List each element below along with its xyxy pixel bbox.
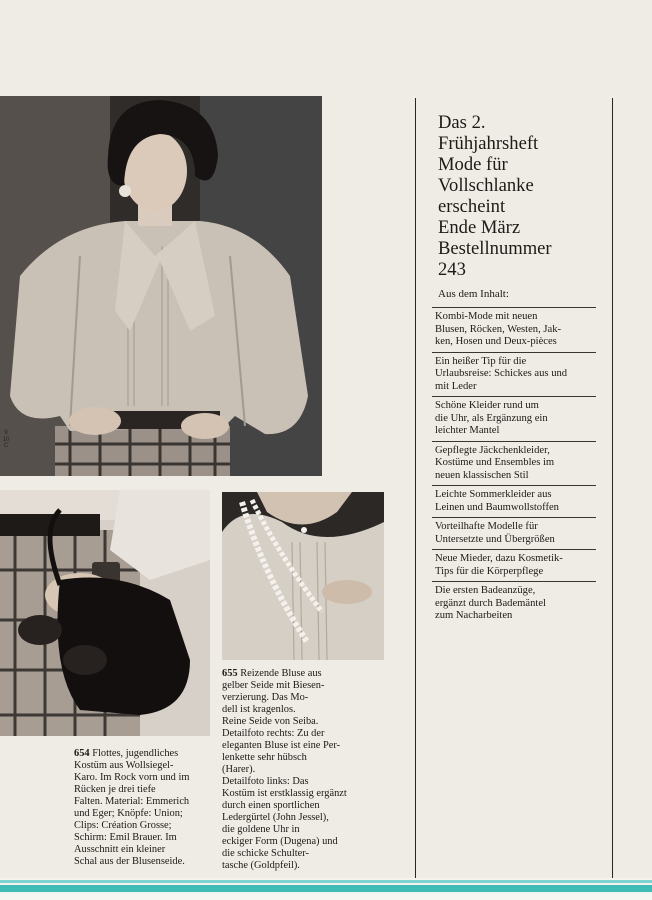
contents-item-line: Gepflegte Jäckchenkleider, (435, 444, 550, 456)
caption-line: Detailfoto links: Das (222, 776, 309, 787)
caption-line: Reizende Bluse aus (240, 668, 322, 679)
side-print-code (1, 430, 11, 450)
announcement-box (415, 98, 613, 898)
headline-line: Frühjahrsheft (438, 133, 539, 154)
contents-item (432, 517, 596, 549)
contents-item-line: Vorteilhafte Modelle für (435, 521, 538, 532)
contents-item-line: Die ersten Badeanzüge, (435, 585, 536, 596)
contents-item-line: Schöne Kleider rund um (435, 400, 539, 411)
stripe-band (0, 885, 652, 892)
contents-item-line: Tips für die Körperpflege (435, 565, 544, 577)
headline-line: Mode für (438, 154, 508, 175)
side-code-line: C (3, 443, 9, 449)
contents-item (432, 396, 596, 441)
contents-item-line: ken, Hosen und Deux-pièces (435, 336, 557, 347)
headline-line: erscheint (438, 196, 506, 217)
caption-line: Karo. Im Rock vorn und im (74, 772, 190, 783)
caption-line: Falten. Material: Emmerich (74, 796, 190, 807)
contents-item-line: Untersetzte und Übergrößen (435, 533, 555, 545)
caption-line: Ledergürtel (John Jessel), (222, 812, 329, 823)
stripe-band (0, 880, 652, 883)
contents-item (432, 485, 596, 517)
caption-line: dell ist kragenlos. (222, 704, 296, 715)
caption-654 (74, 748, 224, 868)
side-code-line: 9 (4, 430, 8, 436)
contents-item-line: mit Leder (435, 380, 477, 392)
caption-line: und Eger; Knöpfe: Union; (74, 808, 183, 819)
contents-item-line: Urlaubsreise: Schickes aus und (435, 368, 568, 379)
headline-line: Das 2. (438, 112, 486, 133)
headline-line: Bestellnummer (438, 238, 552, 259)
caption-655-number: 655 (222, 668, 238, 679)
caption-line: die schicke Schulter- (222, 848, 309, 859)
caption-line: durch einen sportlichen (222, 800, 320, 811)
contents-item (432, 549, 596, 581)
photo-woman-blouse (0, 96, 322, 476)
contents-item (432, 307, 596, 352)
caption-line: Schal aus der Blusenseide. (74, 856, 185, 867)
contents-item (432, 352, 596, 397)
contents-item-line: die Uhr, als Ergänzung ein (435, 412, 548, 424)
contents-item-line: Blusen, Röcken, Westen, Jak- (435, 323, 562, 335)
caption-line: Ausschnitt ein kleiner (74, 844, 166, 855)
headline-line: Vollschlanke (438, 175, 534, 196)
contents-item-line: zum Nacharbeiten (435, 610, 513, 621)
caption-line: Flottes, jugendliches (92, 748, 179, 759)
stripe-band (0, 894, 652, 900)
caption-line: Reine Seide von Seiba. (222, 716, 319, 727)
contents-item (432, 441, 596, 486)
contents-item-line: neuen klassischen Stil (435, 469, 529, 481)
caption-line: Kostüm ist erstklassig ergänzt (222, 788, 347, 799)
caption-line: Kostüm aus Wollsiegel- (74, 760, 174, 771)
contents-item-line: Leinen und Baumwollstoffen (435, 501, 559, 513)
caption-line: die goldene Uhr in (222, 824, 300, 835)
contents-item-line: Kostüme und Ensembles im (435, 457, 555, 468)
announcement-headline (438, 112, 608, 280)
contents-item-line: Ein heißer Tip für die (435, 355, 527, 367)
caption-line: (Harer). (222, 764, 256, 775)
caption-line: Rücken je drei tiefe (74, 784, 156, 795)
headline-line: Ende März (438, 217, 521, 238)
contents-item-line: Neue Mieder, dazu Kosmetik- (435, 553, 563, 564)
caption-line: eckiger Form (Dugena) und (222, 836, 338, 847)
contents-item-line: Leichte Sommerkleider aus (435, 489, 552, 500)
contents-item (432, 581, 596, 626)
photo-detail-pearls (222, 492, 384, 660)
contents-heading: Aus dem Inhalt: (438, 288, 509, 300)
caption-line: Detailfoto rechts: Zu der (222, 728, 325, 739)
caption-line: gelber Seide mit Biesen- (222, 680, 325, 691)
caption-line: tasche (Goldpfeil). (222, 860, 300, 871)
caption-655 (222, 668, 372, 872)
side-code-line: 10 (2, 436, 10, 443)
photo-detail-bag-watch (0, 490, 210, 736)
contents-item-line: Kombi-Mode mit neuen (435, 311, 538, 322)
caption-line: Schirm: Emil Brauer. Im (74, 832, 177, 843)
caption-line: Clips: Création Grosse; (74, 820, 172, 831)
caption-line: eleganten Bluse ist eine Per- (222, 740, 341, 751)
contents-list (432, 307, 596, 626)
bottom-edge-stripe (0, 878, 652, 900)
caption-654-number: 654 (74, 748, 90, 759)
headline-line: 243 (438, 259, 466, 280)
contents-item-line: ergänzt durch Bademäntel (435, 597, 546, 609)
caption-line: lenkette sehr hübsch (222, 752, 307, 763)
caption-line: verzierung. Das Mo- (222, 692, 309, 703)
contents-item-line: leichter Mantel (435, 425, 500, 436)
